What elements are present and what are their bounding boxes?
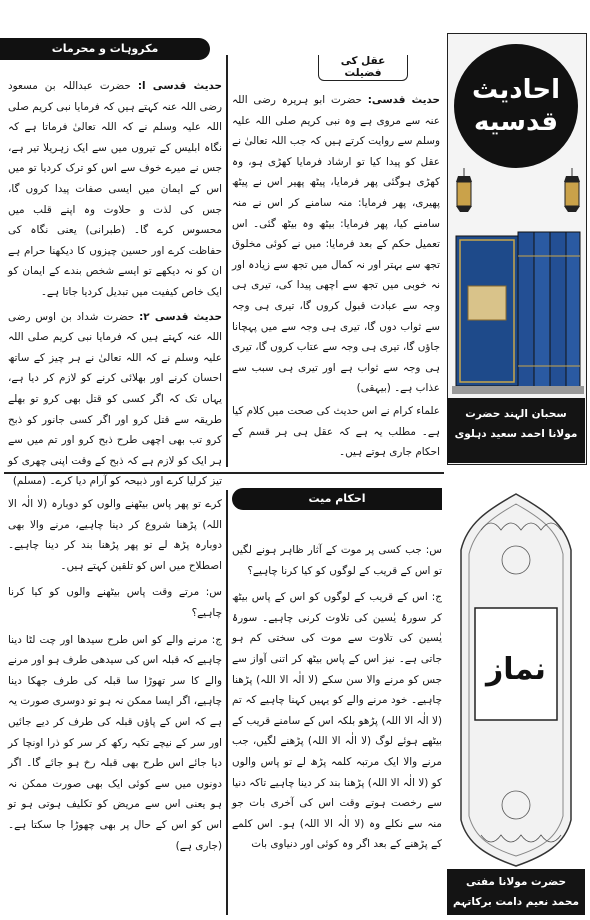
aql-paragraph-1: حدیث قدسی: حضرت ابو ہریرہ رضی اللہ عنہ سے مروی ہے وہ نبی کریم صلی اللہ علیہ وسلم سے روایت کرتے ہیں کہ جب اللہ تعالیٰ نے عقل کو پیدا کیا تو ارشاد فرمایا کھڑی ہو، وہ کھڑی ہوگئی پھر فرمایا، پیٹھ پھیر اس نے پیٹھ پھیری، پھر فرمایا: منہ سامنے کر اس نے منہ سامنے کیا، پھر فرمایا: بیٹھ وہ بیٹھ گئی۔ اس تعمیل حکم کے بعد فرمایا: میں نے کوئی مخلوق تجھ سے بہتر اور نہ کمال میں تجھ سے زیادہ اور نہ خوبی میں تجھ سے اچھی پیدا کی، تیری ہی وجہ سے عبادت قبول کروں گا، تیری ہی وجہ سے ثواب دوں گا، تیری ہی وجہ سے میں پہچانا جاؤں گا، تیری ہی وجہ سے عتاب کروں گا، تیری ہی وجہ سے ثواب ہے اور تیری ہی سبب سے عذاب ہے۔ (بیہقی) (232, 94, 440, 395)
aql-lead: حدیث قدسی: (367, 94, 440, 106)
mufti-name: محمد نعیم دامت برکاتہم (453, 896, 579, 908)
column-divider-top (226, 55, 228, 467)
logo-line-2: قدسیه (474, 107, 558, 137)
namaz-calligraphy: نماز (486, 652, 546, 687)
section-divider (4, 472, 444, 474)
author-title: سحبان الہند حضرت (465, 408, 567, 420)
ahkam-article (232, 540, 442, 855)
makruhat-article (8, 76, 222, 492)
makruhat-paragraph-2: حدیث قدسی ۲: حضرت شداد بن اوس رضی اللہ عنہ کہتے ہیں کہ فرمایا نبی کریم صلی اللہ علیہ وسلم نے کہ اللہ تعالیٰ نے ہر چیز کے ساتھ احسان کرنے اور بھلائی کرنے کو لازم کر دیا ہے، یہاں تک کہ اگر کسی کو قتل بھی کرو تو بھلے طریقہ سے قتل کرو اور اگر کسی جانور کو ذبح کرو تب بھی اچھی طرح ذبح کرو اور تم میں سے ہر ایک کو لازم ہے کہ ذبح کے وقت اپنی چھری کو تیز کرلیا کرے اور ذبیحہ کو آرام دیا کرے۔ (مسلم) (8, 310, 222, 488)
makruhat-paragraph-1: حدیث قدسی ا: حضرت عبداللہ بن مسعود رضی اللہ عنہ کہتے ہیں کہ فرمایا نبی کریم صلی اللہ علیہ وسلم نے کہ اللہ تعالیٰ فرماتا ہے کہ نگاہ ابلیس کے تیروں میں سے ایک زہریلا تیر ہے، جس نے میرے خوف سے اس کو ترک کردیا تو میں اس کے ایمان میں ایسی صفات پیدا کروں گا، جس کی لذت و حلاوت وہ اپنے قلب میں محسوس کرے گا۔ (طبرانی) یعنی نگاہ کی حفاظت کرے اور حسین چیزوں کا دیکھنا حرام ہے ان کو نہ دیکھے تو ایسے شخص بندے کے ایمان کو ایک خاص کیفیت میں تبدیل کردیا جاتا ہے۔ (8, 80, 222, 298)
makruhat-lead-2: حدیث قدسی ۲: (139, 310, 222, 323)
column-divider-bottom (226, 490, 228, 915)
aql-heading: عقل کی فضیلت (318, 55, 408, 81)
ahkam-heading: احکام میت (232, 488, 442, 510)
ahkam-continued-paragraph-1: کرے تو پھر پاس بیٹھنے والوں کو دوبارہ (لا الٰہ الا اللہ) پڑھنا شروع کر دینا چاہیے، مرنے والا بھی دوبارہ پڑھ لے تو پھر پڑھنا بند کر دینا چاہیے۔ اصطلاح میں اس کو تلقین کہتے ہیں۔ (8, 498, 222, 572)
ahkam-continued-article (8, 494, 222, 856)
lantern-left-icon (456, 168, 472, 212)
makruhat-lead-1: حدیث قدسی ا: (137, 80, 222, 92)
ahkam-answer-1: ج: اس کے قریب کے لوگوں کو اس کے پاس بیٹھ کر سورۂ یٰسین کی تلاوت کرنی چاہیے۔ سورۂ یٰسین کی تلاوت سے موت کی سختی کم ہو جاتی ہے۔ نیز اس کے پاس بیٹھ کر اتنی آواز سے جس کو مرنے والا سن سکے (لا الٰہ الا اللہ) پڑھنا چاہیے۔ خود مرنے والے کو یہیں کہنا چاہیے کہ تم (لا الٰہ الا اللہ) پڑھو بلکہ اس کے سامنے قریب کے بیٹھے ہوئے لوگ (لا الٰہ الا اللہ) پڑھنے لگیں، جب مرنے والا ایک مرتبہ کلمہ پڑھ لے تو پاس والوں کو (لا الٰہ الا اللہ) پڑھنا بند کر دینا چاہیے تاکہ دنیا سے رخصت ہوتے وقت اس کی آخری بات جو منہ سے نکلے وہ (لا الٰہ الا اللہ) ہو۔ اس کلمے کے پڑھنے کے بعد اگر وہ کوئی اور دنیاوی بات (232, 591, 442, 851)
hadith-qudsia-logo (454, 44, 578, 168)
author-name: مولانا احمد سعید دہلوی (454, 428, 578, 440)
ahkam-question-1: س: جب کسی پر موت کے آثار ظاہر ہونے لگیں تو اس کے قریب کے لوگوں کو کیا کرنا چاہیے؟ (232, 544, 442, 577)
logo-line-1: احادیث (471, 75, 561, 105)
ahkam-answer-2: ج: مرنے والے کو اس طرح سیدھا اور چت لٹا دینا چاہیے کہ قبلہ اس کی سیدھی طرف ہو اور مرنے والے کا سر تھوڑا سا قبلہ کی طرف جھکا دینا چاہیے، اگر ایسا ممکن نہ ہو تو دوسری صورت یہ ہے کہ اس کے پاؤں قبلہ کی طرف کر دیے جائیں اور سر کے نیچے تکیہ رکھ کر سر کو ذرا اونچا کر دیا جائے اس طرح بھی قبلہ رخ ہو جائے گا۔ اگر دونوں میں سے کوئی ایک بھی صورت ممکن نہ ہو یعنی اس سے مریض کو تکلیف ہوتی ہو تو اس کو اس کے حال پر بھی چھوڑا جا سکتا ہے۔ (جاری ہے) (8, 633, 222, 852)
mufti-name-bar (447, 869, 585, 915)
lantern-icons (452, 168, 584, 228)
author-name-bar (447, 398, 585, 463)
makruhat-heading: مکروہات و محرمات (0, 38, 210, 60)
aql-paragraph-2: علماء کرام نے اس حدیث کی صحت میں کلام کیا ہے۔ مطلب یہ ہے کہ عقل ہی ہر قسم کے احکام جاری ہوتے ہیں۔ (232, 404, 440, 459)
lantern-right-icon (564, 168, 580, 212)
ahkam-question-2: س: مرتے وقت پاس بیٹھنے والوں کو کیا کرنا چاہیے؟ (8, 586, 222, 619)
books-illustration (452, 226, 584, 396)
aql-article (232, 90, 440, 463)
mufti-title: حضرت مولانا مفتی (465, 876, 567, 888)
